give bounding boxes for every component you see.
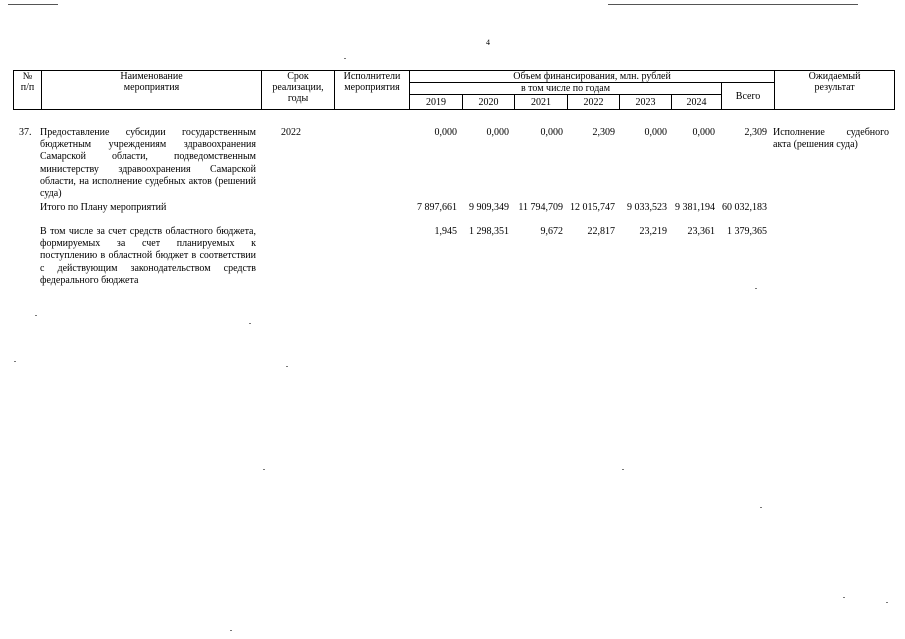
header-term-text: Срок реализации, годы bbox=[272, 71, 324, 104]
scan-speck bbox=[249, 323, 251, 324]
row-total: 2,309 bbox=[744, 127, 767, 138]
header-result-text: Ожидаемый результат bbox=[808, 71, 861, 93]
header-table bbox=[13, 70, 895, 110]
row-value-2021: 0,000 bbox=[540, 127, 563, 138]
row-number: 37. bbox=[19, 127, 32, 138]
header-year-2020: 2020 bbox=[463, 95, 515, 110]
scan-speck bbox=[35, 315, 37, 316]
header-num bbox=[14, 71, 42, 110]
header-funding bbox=[410, 71, 775, 83]
header-year-2024: 2024 bbox=[672, 95, 722, 110]
federal-value-2021: 9,672 bbox=[540, 226, 563, 237]
top-rule-left bbox=[8, 4, 58, 5]
scan-speck bbox=[843, 597, 845, 598]
federal-value-2022: 22,817 bbox=[587, 226, 615, 237]
header-by-years-text: в том числе по годам bbox=[520, 83, 611, 94]
header-executors-text: Исполнители мероприятия bbox=[343, 71, 401, 93]
scan-speck bbox=[263, 469, 265, 470]
total-value-2020: 9 909,349 bbox=[469, 202, 509, 213]
header-name bbox=[42, 71, 262, 110]
top-rule-right bbox=[608, 4, 858, 5]
row-value-2020: 0,000 bbox=[486, 127, 509, 138]
federal-value-2020: 1 298,351 bbox=[469, 226, 509, 237]
header-result bbox=[775, 71, 895, 110]
scan-speck bbox=[14, 361, 16, 362]
header-funding-text: Объем финансирования, млн. рублей bbox=[513, 71, 671, 82]
federal-value-2024: 23,361 bbox=[687, 226, 715, 237]
total-value-2022: 12 015,747 bbox=[570, 202, 615, 213]
scan-speck bbox=[622, 469, 624, 470]
federal-value-sum: 1 379,365 bbox=[727, 226, 767, 237]
scan-speck bbox=[344, 58, 346, 59]
federal-row-name: В том числе за счет средств областного бюджета, формируемых за счет планируемых к поступлению в областной бюджет в соответствии с действующим законодательством средств федерального бюджета bbox=[40, 226, 256, 286]
header-total-text: Всего bbox=[735, 90, 761, 102]
total-value-2023: 9 033,523 bbox=[627, 202, 667, 213]
total-value-2021: 11 794,709 bbox=[518, 202, 563, 213]
header-total bbox=[722, 83, 775, 110]
scan-speck bbox=[755, 288, 757, 289]
scan-speck bbox=[886, 602, 888, 603]
header-year-2021: 2021 bbox=[515, 95, 568, 110]
row-value-2023: 0,000 bbox=[644, 127, 667, 138]
total-value-2024: 9 381,194 bbox=[675, 202, 715, 213]
scan-speck bbox=[286, 366, 288, 367]
header-year-2023: 2023 bbox=[620, 95, 672, 110]
header-num-text: № п/п bbox=[20, 71, 35, 93]
total-value-sum: 60 032,183 bbox=[722, 202, 767, 213]
row-value-2019: 0,000 bbox=[434, 127, 457, 138]
header-executors bbox=[335, 71, 410, 110]
row-term: 2022 bbox=[281, 127, 301, 138]
total-value-2019: 7 897,661 bbox=[417, 202, 457, 213]
scan-speck bbox=[760, 507, 762, 508]
row-result: Исполнение судебного акта (решения суда) bbox=[773, 127, 889, 151]
row-value-2022: 2,309 bbox=[592, 127, 615, 138]
header-by-years bbox=[410, 83, 722, 95]
row-name: Предоставление субсидии государственным бюджетным учреждениям здравоохранения Самарской области, подведомственным министерству здравоохранения Самарской области, на исполнение судебных актов (решений суда) bbox=[40, 127, 256, 200]
row-value-2024: 0,000 bbox=[692, 127, 715, 138]
header-term bbox=[262, 71, 335, 110]
scan-speck bbox=[230, 630, 232, 631]
header-name-text: Наименование мероприятия bbox=[120, 71, 183, 93]
total-row-name: Итого по Плану мероприятий bbox=[40, 202, 167, 213]
header-year-2019: 2019 bbox=[410, 95, 463, 110]
federal-value-2023: 23,219 bbox=[639, 226, 667, 237]
federal-value-2019: 1,945 bbox=[434, 226, 457, 237]
page-number: 4 bbox=[486, 38, 490, 47]
header-year-2022: 2022 bbox=[568, 95, 620, 110]
